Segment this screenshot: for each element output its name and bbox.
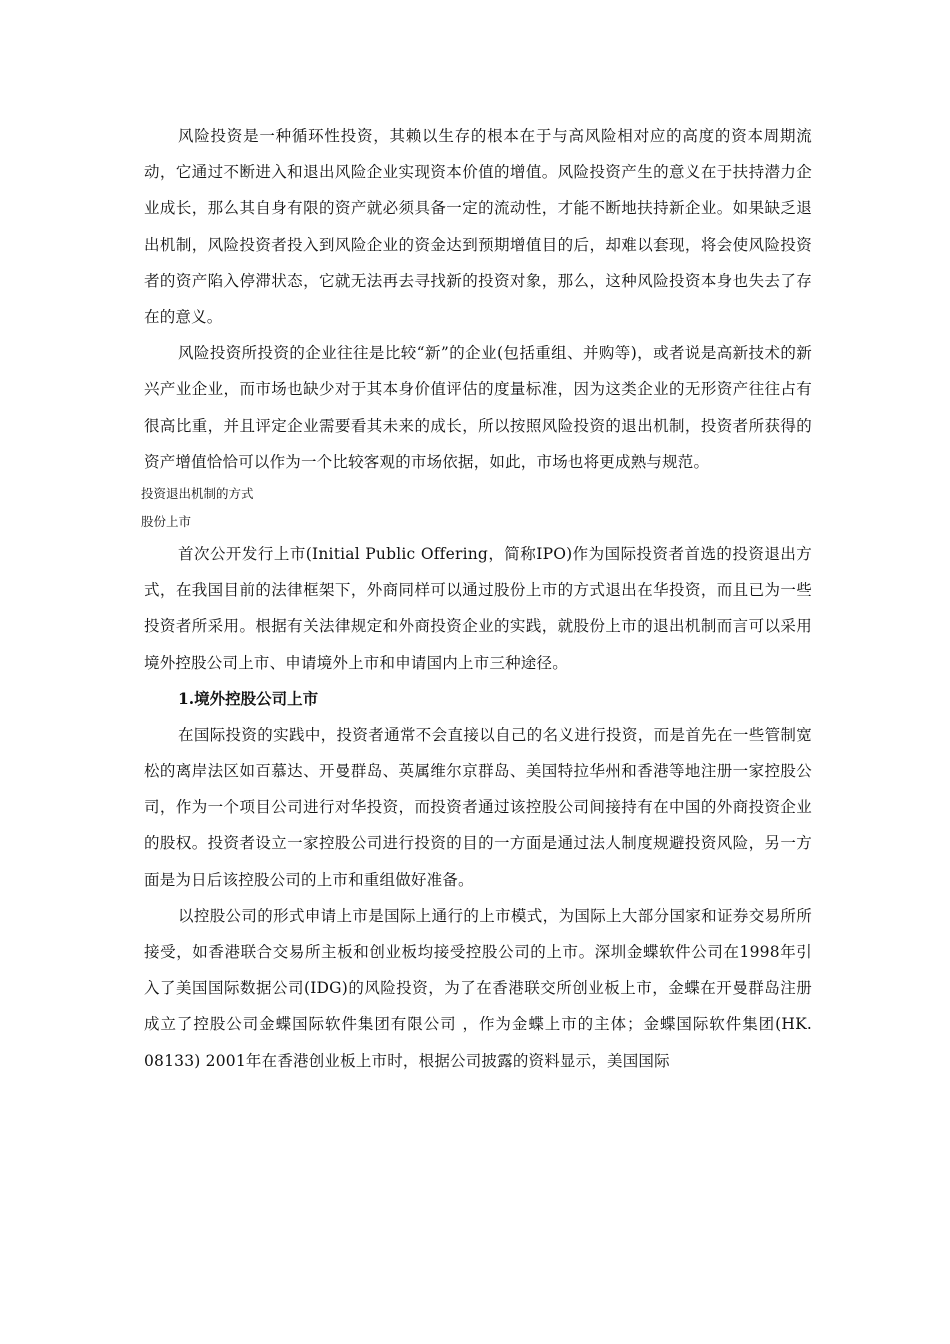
- paragraph-5: 以控股公司的形式申请上市是国际上通行的上市模式，为国际上大部分国家和证券交易所所接受，如香港联合交易所主板和创业板均接受控股公司的上市。深圳金蝶软件公司在1998年引入了美国国际数据公司(IDG)的风险投资，为了在香港联交所创业板上市，金蝶在开曼群岛注册成立了控股公司金蝶国际软件集团有限公司 ，作为金蝶上市的主体；金蝶国际软件集团(HK. 08133) 2001年在香港创业板上市时，根据公司披露的资料显示，美国国际: [144, 906, 812, 1070]
- paragraph-4: 在国际投资的实践中，投资者通常不会直接以自己的名义进行投资，而是首先在一些管制宽松的离岸法区如百慕达、开曼群岛、英属维尔京群岛、美国特拉华州和香港等地注册一家控股公司，作为一个项目公司进行对华投资，而投资者通过该控股公司间接持有在中国的外商投资企业的股权。投资者设立一家控股公司进行投资的目的一方面是通过法人制度规避投资风险，另一方面是为日后该控股公司的上市和重组做好准备。: [144, 725, 812, 889]
- paragraph-3: 首次公开发行上市(Initial Public Offering，简称IPO)作为国际投资者首选的投资退出方式，在我国目前的法律框架下，外商同样可以通过股份上市的方式退出在华投资，而且已为一些投资者所采用。根据有关法律规定和外商投资企业的实践，就股份上市的退出机制而言可以采用境外控股公司上市、申请境外上市和申请国内上市三种途径。: [144, 545, 812, 672]
- document-content: [141, 118, 812, 1079]
- heading-share-listing: 股份上市: [141, 514, 192, 530]
- paragraph-1: 风险投资是一种循环性投资，其赖以生存的根本在于与高风险相对应的高度的资本周期流动，它通过不断进入和退出风险企业实现资本价值的增值。风险投资产生的意义在于扶持潜力企业成长，那么其自身有限的资产就必须具备一定的流动性，才能不断地扶持新企业。如果缺乏退出机制，风险投资者投入到风险企业的资金达到预期增值目的后，却难以套现，将会使风险投资者的资产陷入停滞状态，它就无法再去寻找新的投资对象，那么，这种风险投资本身也失去了存在的意义。: [144, 127, 812, 327]
- paragraph-2: 风险投资所投资的企业往往是比较“新”的企业(包括重组、并购等)，或者说是高新技术的新兴产业企业，而市场也缺少对于其本身价值评估的度量标准，因为这类企业的无形资产往往占有很高比重，并且评定企业需要看其未来的成长，所以按照风险投资的退出机制，投资者所获得的资产增值恰恰可以作为一个比较客观的市场依据，如此，市场也将更成熟与规范。: [144, 344, 812, 471]
- heading-offshore-holding-listing: 1.境外控股公司上市: [178, 688, 319, 708]
- heading-exit-mechanisms: 投资退出机制的方式: [141, 486, 254, 502]
